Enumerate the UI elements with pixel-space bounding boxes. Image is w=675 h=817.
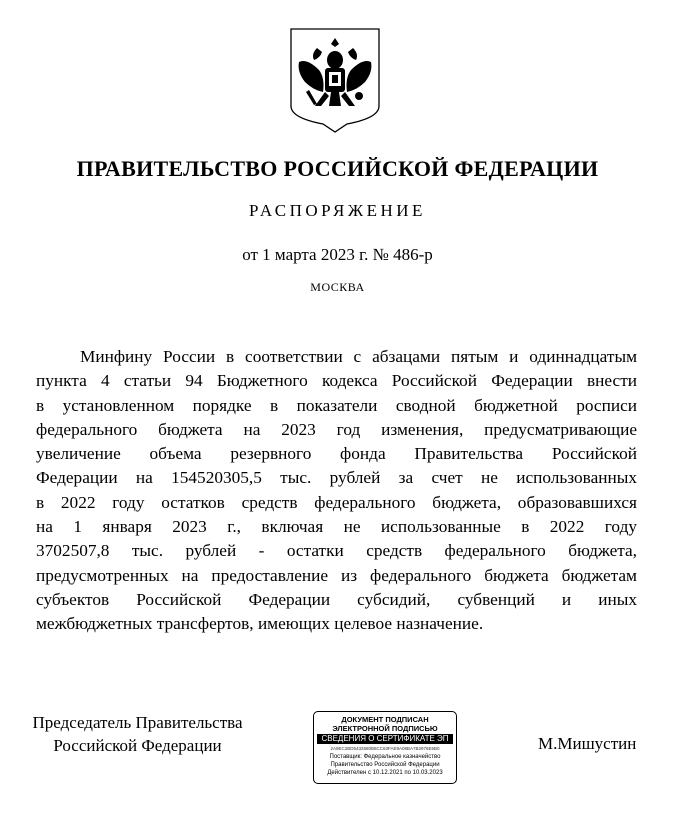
document-type: РАСПОРЯЖЕНИЕ: [249, 201, 426, 220]
order-body-text: [36, 345, 637, 637]
body-line: межбюджетных трансфертов, имеющих целевое назначение.: [36, 614, 484, 634]
position-line: Российской Федерации: [53, 736, 222, 755]
date-and-number: от 1 марта 2023 г. № 486-р: [242, 245, 433, 264]
body-line: на 1 января 2023 г., включая не использованные в 2022 году: [36, 517, 637, 537]
body-line: Федерации на 154520305,5 тыс. рублей за счет не использованных: [36, 468, 637, 488]
stamp-certificate-bar: СВЕДЕНИЯ О СЕРТИФИКАТЕ ЭП: [317, 734, 453, 744]
certificate-validity: Действителен с 10.12.2021 по 10.03.2023: [327, 770, 443, 776]
government-title: ПРАВИТЕЛЬСТВО РОССИЙСКОЙ ФЕДЕРАЦИИ: [76, 156, 599, 181]
stamp-heading: ДОКУМЕНТ ПОДПИСАН: [341, 715, 429, 724]
city: МОСКВА: [310, 280, 365, 294]
body-line: предусмотренных на предоставление из федерального бюджета бюджетам: [36, 565, 637, 585]
body-line: Минфину России в соответствии с абзацами пятым и одиннадцатым: [80, 347, 637, 366]
body-line: в установленном порядке в показатели сводной бюджетной росписи: [36, 395, 637, 415]
body-line: федерального бюджета на 2023 год изменения, предусматривающие: [36, 419, 637, 439]
body-line: пункта 4 статьи 94 Бюджетного кодекса Российской Федерации внести: [36, 371, 637, 391]
certificate-issuer: Поставщик: Федеральное казначейство: [329, 754, 441, 760]
signer-name: М.Мишустин: [538, 734, 637, 753]
body-line: в 2022 году остатков средств федерального бюджета, образовавшихся: [36, 492, 637, 512]
body-line: 3702507,8 тыс. рублей - остатки средств федерального бюджета,: [36, 541, 637, 561]
coat-of-arms-emblem: [287, 26, 383, 134]
electronic-signature-stamp: [313, 711, 457, 784]
position-line: Председатель Правительства: [32, 713, 243, 732]
signatory-position: [30, 711, 245, 757]
body-line: субъектов Российской Федерации субсидий, субвенций и иных: [36, 589, 637, 609]
certificate-serial: 2A9EC2BD5432580B8CC63FAE9A08BA7B2976E6B0: [330, 746, 440, 751]
body-line: увеличение объема резервного фонда Правительства Российской: [36, 444, 637, 464]
stamp-heading: ЭЛЕКТРОННОЙ ПОДПИСЬЮ: [332, 724, 438, 733]
certificate-owner: Правительство Российской Федерации: [330, 762, 440, 768]
